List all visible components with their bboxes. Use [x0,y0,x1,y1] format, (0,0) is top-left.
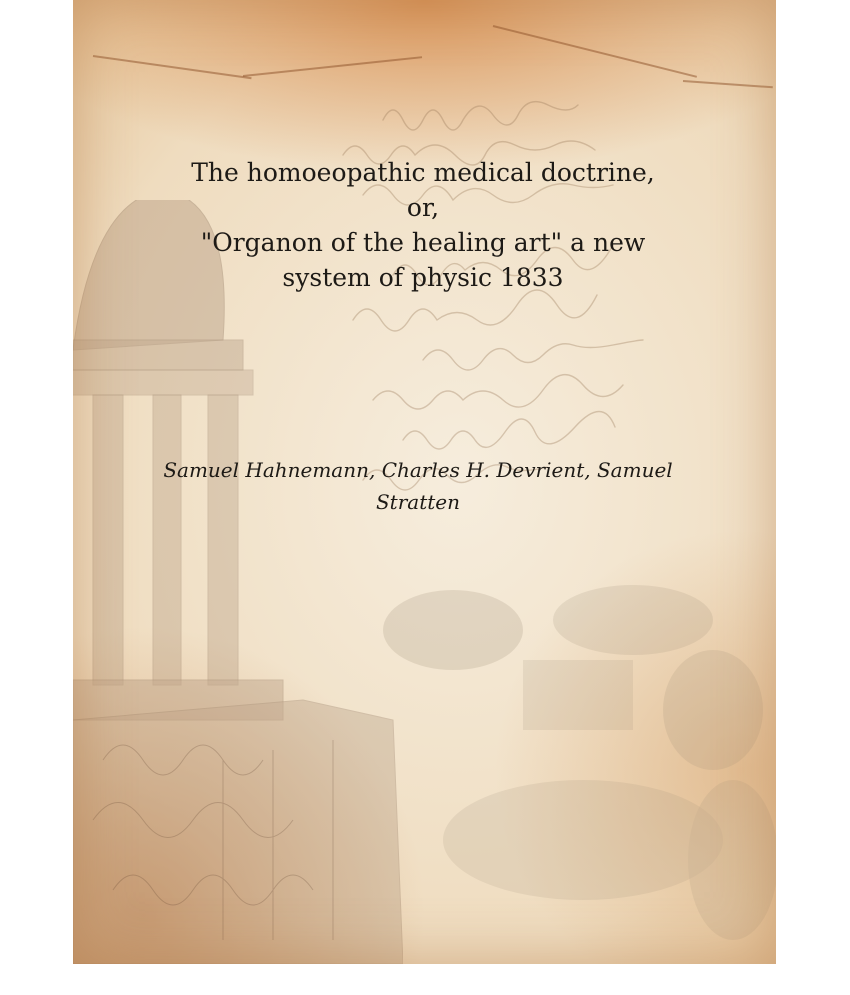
book-authors: Samuel Hahnemann, Charles H. Devrient, Samuel Stratten [163,458,673,514]
landscape-engraving [333,460,776,964]
book-cover [73,0,776,964]
book-title: The homoeopathic medical doctrine, or, "Organon of the healing art" a new system of physic 1833 [191,158,655,292]
paper-crack [93,55,252,79]
